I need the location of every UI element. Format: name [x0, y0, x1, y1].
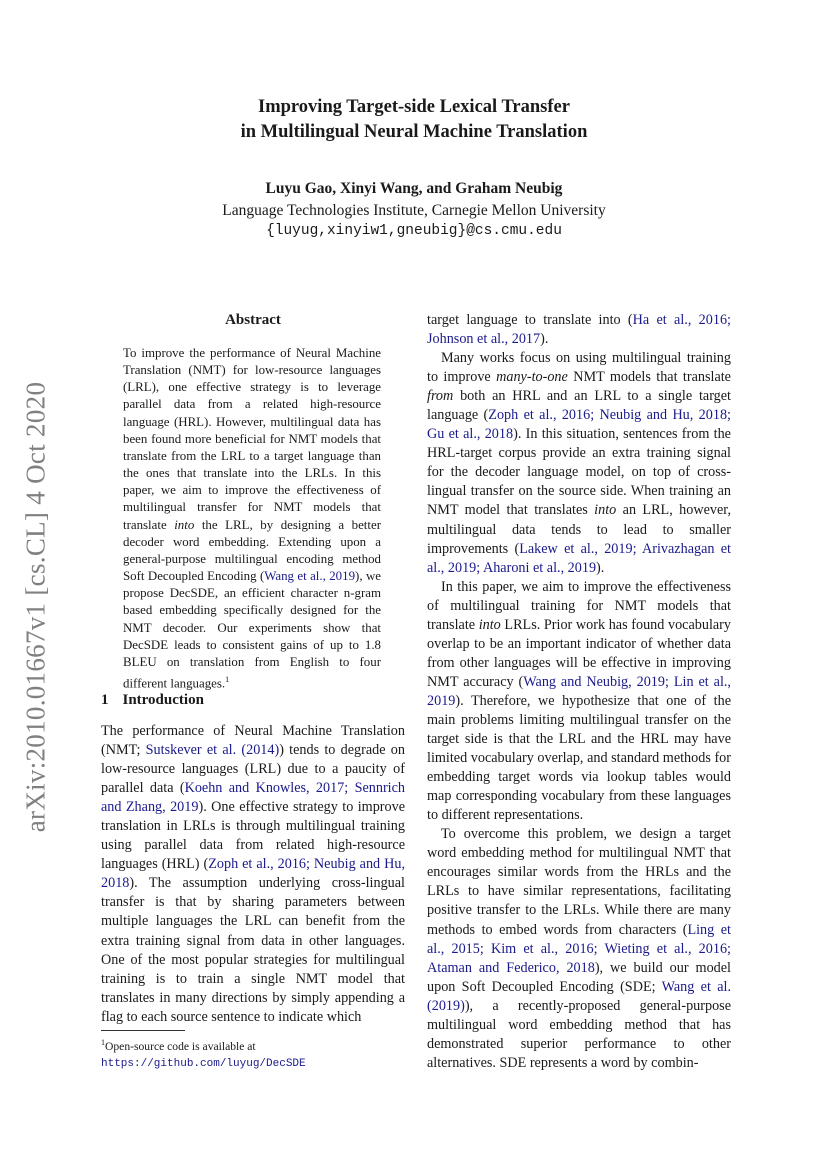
citation-link[interactable]: Zoph et al., 2016; Neubig and Hu, 2018; Gu et al., 2018 — [427, 407, 731, 443]
author-emails: {luyug,xinyiw1,gneubig}@cs.cmu.edu — [266, 223, 562, 239]
title-line-1: Improving Target-side Lexical Transfer — [258, 97, 570, 117]
abstract-body: To improve the performance of Neural Machine Translation (NMT) for low-resource languages (LRL), one effective strategy is to leverage parallel data from a related high-resource language (HRL). However, multilingual data has been found more beneficial for NMT models that translate from the LRL to a target language than the ones that translate into the LRLs. In this paper, we aim to improve the effectiveness of multilingual transfer for NMT models that translate into the LRL, by designing a better decoder word embedding. Extending upon a general-purpose multilingual encoding method Soft Decoupled Encoding (Wang et al., 2019), we propose DecSDE, an efficient character n-gram based embedding specifically designed for the NMT decoder. Our experiments show that DecSDE leads to consistent gains of up to 1.8 BLEU on translation from English to four different languages.$^1$ — [123, 346, 381, 691]
citation-link[interactable]: Koehn and Knowles, 2017; Sennrich and Zhang, 2019 — [101, 780, 405, 816]
citation-link[interactable]: Wang et al., 2019 — [264, 569, 356, 584]
footnote-marker[interactable]: 1 — [225, 674, 230, 684]
citation-link[interactable]: Sutskever et al. (2014) — [145, 742, 280, 759]
paragraph: target language to translate into (Ha et al., 2016; Johnson et al., 2017). — [427, 312, 731, 348]
paragraph: In this paper, we aim to improve the effectiveness of multilingual training for NMT models that translate into LRLs. Prior work has found vocabulary overlap to be an important indicator of whether data from other languages will be effective in improving NMT accuracy (Wang and Neubig, 2019; Lin et al., 2019). Therefore, we hypothesize that one of the main problems limiting multilingual transfer on the target side is that the LRL and the HRL may have limited vocabulary overlap, and standard methods for embedding target words via lookup tables would map corresponding vocabulary from these languages to different representations. — [427, 578, 732, 824]
section-heading-introduction: 1 Introduction — [101, 692, 204, 708]
citation-link[interactable]: Zoph et al., 2016; Neubig and Hu, 2018 — [101, 856, 405, 892]
author-block — [0, 178, 828, 243]
affiliation: Language Technologies Institute, Carnegie Mellon University — [222, 201, 606, 219]
citation-link[interactable]: Wang and Neubig, 2019; Lin et al., 2019 — [427, 673, 731, 709]
abstract-heading: Abstract — [225, 312, 281, 328]
intro-paragraph: The performance of Neural Machine Translation (NMT; Sutskever et al. (2014)) tends to degrade on low-resource languages (LRL) due to a paucity of parallel data (Koehn and Knowles, 2017; Sennrich and Zhang, 2019). One effective strategy to improve translation in LRLs is through multilingual training using parallel data from related high-resource languages (HRL) (Zoph et al., 2016; Neubig and Hu, 2018). The assumption underlying cross-lingual transfer is that by sharing parameters between multiple languages the LRL can benefit from the extra training signal from data in other languages. One of the most popular strategies for multilingual training is to train a single NMT model that translates in many directions by simply appending a flag to each source sentence to indicate which — [101, 723, 405, 1025]
paper-title — [0, 95, 828, 145]
right-column — [427, 311, 731, 1073]
author-names: Luyu Gao, Xinyi Wang, and Graham Neubig — [265, 180, 563, 197]
citation-link[interactable]: Wang et al. (2019) — [427, 978, 731, 1014]
citation-link[interactable]: Ling et al., 2015; Kim et al., 2016; Wieting et al., 2016; Ataman and Federico, 2018 — [427, 921, 731, 976]
paragraph: Many works focus on using multilingual training to improve many-to-one NMT models that translate from both an HRL and an LRL to a single target language (Zoph et al., 2016; Neubig and Hu, 2018; Gu et al., 2018). In this situation, sentences from the HRL-target corpus provide an extra training signal for the decoder language model, on top of cross-lingual transfer on the source side. When training an NMT model that translates into an LRL, however, multilingual data tends to lead to smaller improvements (Lakew et al., 2019; Arivazhagan et al., 2019; Aharoni et al., 2019). — [427, 350, 731, 576]
arxiv-stamp: arXiv:2010.01667v1 [cs.CL] 4 Oct 2020 — [20, 381, 51, 833]
citation-link[interactable]: Ha et al., 2016; Johnson et al., 2017 — [427, 312, 731, 348]
title-line-2: in Multilingual Neural Machine Translation — [240, 122, 588, 142]
citation-link[interactable]: Lakew et al., 2019; Arivazhagan et al., 2019; Aharoni et al., 2019 — [427, 540, 731, 576]
paragraph: To overcome this problem, we design a target word embedding method for multilingual NMT that encourages similar words from the HRLs and the LRLs to have similar representations, facilitating positive transfer to the LRLs. While there are many methods to embed words from characters (Ling et al., 2015; Kim et al., 2016; Wieting et al., 2016; Ataman and Federico, 2018), we build our model upon Soft Decoupled Encoding (SDE; Wang et al. (2019)), a recently-proposed general-purpose multilingual word embedding method that has demonstrated superior performance to other alternatives. SDE represents a word by combin- — [427, 826, 732, 1071]
code-url-link[interactable]: https://github.com/luyug/DecSDE — [101, 1057, 306, 1070]
footnote-rule — [101, 1030, 185, 1031]
footnote: $^1$Open-source code is available at https://github.com/luyug/DecSDE — [101, 1038, 306, 1070]
